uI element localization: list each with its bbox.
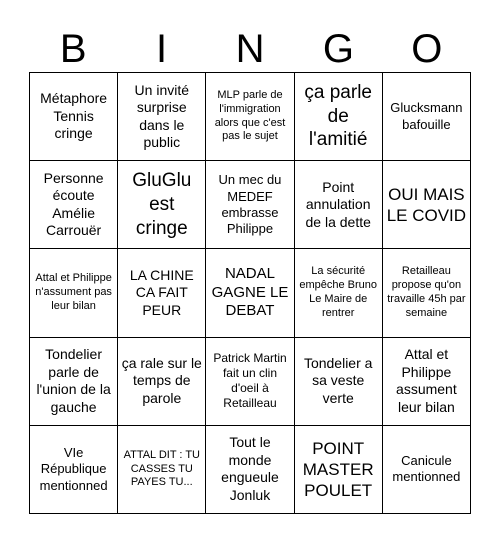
bingo-cell-r1c4[interactable] <box>295 73 383 161</box>
header-letter-i: I <box>156 27 168 71</box>
cell-text: ça parle de l'amitié <box>304 81 372 151</box>
cell-text: POINT MASTER POULET <box>302 438 374 501</box>
bingo-cell-r1c1[interactable] <box>30 73 118 161</box>
bingo-cell-r3c3[interactable] <box>206 249 294 337</box>
bingo-cell-r2c3[interactable] <box>206 161 294 249</box>
cell-text: Patrick Martin fait un clin d'oeil à Retailleau <box>213 351 287 411</box>
bingo-cell-r2c5[interactable] <box>383 161 471 249</box>
bingo-cell-r2c1[interactable] <box>30 161 118 249</box>
cell-text: Métaphore Tennis cringe <box>40 90 108 142</box>
cell-text: Glucksmann bafouille <box>390 100 463 132</box>
bingo-cell-r5c4[interactable] <box>295 426 383 514</box>
cell-text: Point annulation de la dette <box>305 178 371 230</box>
bingo-cell-r5c2[interactable] <box>118 426 206 514</box>
bingo-cell-r4c5[interactable] <box>383 338 471 426</box>
bingo-cell-r4c3[interactable] <box>206 338 294 426</box>
cell-text: Un mec du MEDEF embrasse Philippe <box>218 172 282 237</box>
cell-text: ATTAL DIT : TU CASSES TU PAYES TU... <box>123 448 200 489</box>
bingo-cell-r3c2[interactable] <box>118 249 206 337</box>
bingo-cell-r3c4[interactable] <box>295 249 383 337</box>
header-letter-n: N <box>235 27 265 71</box>
cell-text: Tondelier a sa veste verte <box>303 354 373 406</box>
cell-text: Attal et Philippe n'assument pas leur bilan <box>35 272 112 312</box>
bingo-grid <box>29 72 471 514</box>
bingo-cell-r1c2[interactable] <box>118 73 206 161</box>
bingo-cell-r2c4[interactable] <box>295 161 383 249</box>
cell-text: Retailleau propose qu'on travaille 45h par semaine <box>387 265 466 319</box>
bingo-cell-r4c2[interactable] <box>118 338 206 426</box>
header-letter-g: G <box>322 27 354 71</box>
cell-text: OUI MAIS LE COVID <box>386 184 467 225</box>
cell-text: Tout le monde engueule Jonluk <box>221 434 279 503</box>
bingo-cell-r1c3[interactable] <box>206 73 294 161</box>
bingo-cell-r5c3[interactable] <box>206 426 294 514</box>
bingo-cell-r3c5[interactable] <box>383 249 471 337</box>
cell-text: Canicule mentionned <box>392 453 461 485</box>
cell-text: La sécurité empêche Bruno Le Maire de rentrer <box>299 265 378 319</box>
bingo-cell-r4c4[interactable] <box>295 338 383 426</box>
cell-text: Tondelier parle de l'union de la gauche <box>36 346 111 415</box>
cell-text: ça rale sur le temps de parole <box>121 354 202 406</box>
bingo-cell-r3c1[interactable] <box>30 249 118 337</box>
cell-text: MLP parle de l'immigration alors que c'est pas le sujet <box>214 89 286 143</box>
bingo-header <box>29 26 471 72</box>
header-letter-b: B <box>59 27 87 71</box>
bingo-cell-r5c1[interactable] <box>30 426 118 514</box>
cell-text: Personne écoute Amélie Carrouër <box>43 169 104 239</box>
cell-text: NADAL GAGNE LE DEBAT <box>211 264 289 320</box>
header-letter-o: O <box>411 27 443 71</box>
bingo-cell-r1c5[interactable] <box>383 73 471 161</box>
cell-text: VIe République mentionned <box>39 445 108 493</box>
bingo-cell-r5c5[interactable] <box>383 426 471 514</box>
cell-text: Attal et Philippe assument leur bilan <box>396 346 457 415</box>
bingo-cell-r4c1[interactable] <box>30 338 118 426</box>
cell-text: GluGlu est cringe <box>132 170 192 239</box>
cell-text: LA CHINE CA FAIT PEUR <box>129 266 194 318</box>
cell-text: Un invité surprise dans le public <box>134 81 190 151</box>
bingo-cell-r2c2[interactable] <box>118 161 206 249</box>
